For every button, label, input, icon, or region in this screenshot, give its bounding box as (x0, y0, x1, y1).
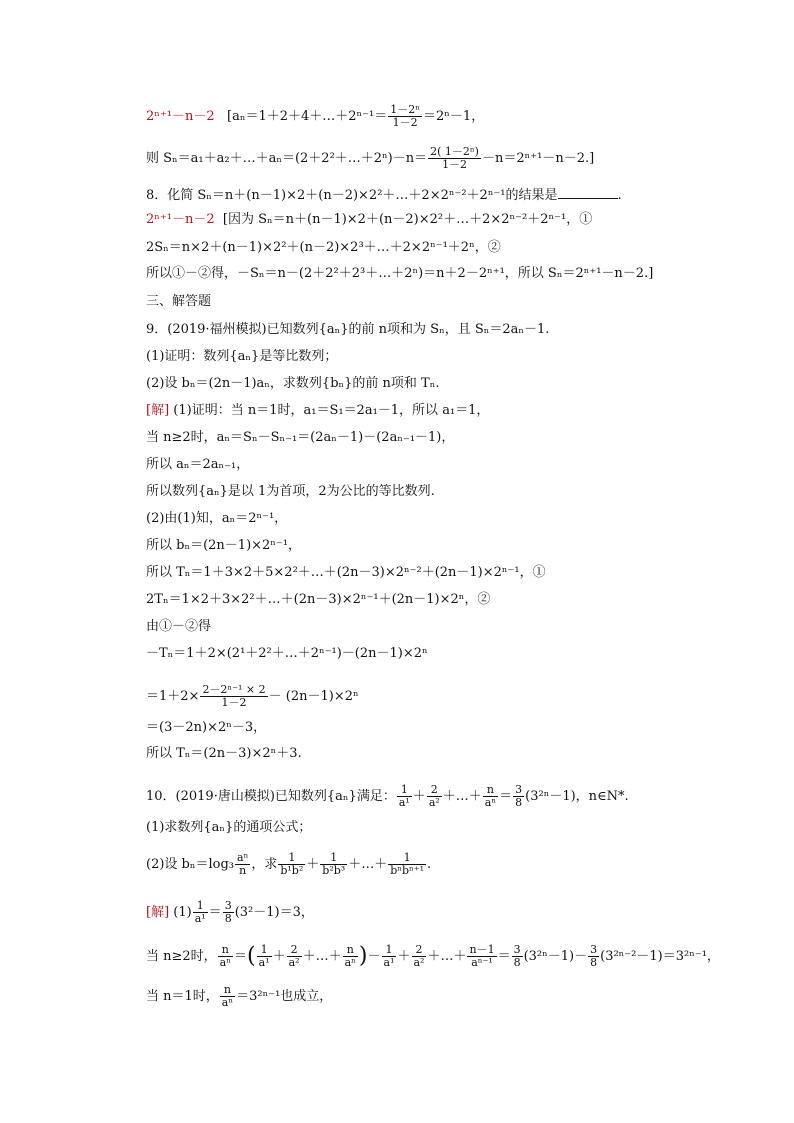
fraction (223, 900, 234, 925)
denominator: 8 (513, 956, 521, 969)
denominator: a¹ (194, 912, 206, 925)
text: 则 Sₙ＝a₁＋a₂＋…＋aₙ＝(2＋2²＋…＋2ⁿ)－n＝ (146, 151, 428, 166)
numerator: 3 (224, 899, 232, 912)
question-8 (146, 186, 622, 204)
denominator: 1－2 (392, 116, 418, 129)
denominator: 1－2 (442, 158, 468, 171)
numerator: 1 (320, 852, 347, 865)
text: (2)设 bₙ＝log₃ (146, 857, 235, 872)
text: － (2n－1)×2ⁿ (268, 689, 359, 704)
text: ＝2ⁿ－1， (423, 109, 485, 124)
numerator: 3 (590, 943, 598, 956)
text: (3²ⁿ－1)，n∈N*. (525, 789, 629, 804)
denominator: b¹b² (280, 864, 304, 877)
q9-solution-13: 所以 Tₙ＝(2n－3)×2ⁿ＋3. (146, 746, 302, 761)
fraction (388, 104, 422, 129)
denominator: a¹ (383, 956, 395, 969)
numerator: n (220, 984, 235, 997)
numerator: 1 (193, 900, 208, 913)
denominator: aⁿ (344, 956, 356, 969)
denominator: aⁿ (221, 996, 234, 1009)
denominator: bⁿbⁿ⁺¹ (390, 864, 425, 877)
numerator: 2 (287, 944, 302, 957)
q9-solution-11 (146, 684, 359, 709)
text: － (367, 949, 381, 964)
q9-solution-5: (2)由(1)知，aₙ＝2ⁿ⁻¹， (146, 511, 288, 526)
fraction (388, 852, 426, 877)
q9-solution-6: 所以 bₙ＝(2n－1)×2ⁿ⁻¹， (146, 538, 301, 553)
numerator: 1 (278, 852, 305, 865)
fraction (235, 852, 250, 877)
fraction (257, 944, 272, 969)
denominator: n (239, 864, 247, 877)
numerator: 2 (427, 784, 442, 797)
fraction (220, 984, 235, 1009)
numerator: 1 (382, 944, 397, 957)
q10-solution-3 (146, 984, 332, 1009)
text: ＋…＋ (348, 857, 388, 872)
denominator: a² (288, 956, 300, 969)
fraction (320, 852, 347, 877)
right-paren: ) (358, 943, 368, 969)
numerator: 1 (397, 784, 412, 797)
answer: 2ⁿ⁺¹－n－2 (146, 109, 215, 124)
q9-solution-8: 2Tₙ＝1×2＋3×2²＋…＋(2n－3)×2ⁿ⁻¹＋(2n－1)×2ⁿ，② (146, 592, 491, 607)
numerator: n (483, 784, 498, 797)
text: (1) (169, 905, 192, 920)
question-10-part-2: (2)设 bₙ＝log₃ $\frac{\text{aⁿ}}{n}$ ，求 $\frac{1}{\text{b¹b²}}$ ＋ $\frac{1}{\text{b²b³}}$ ＋…＋ $\frac{1}{\text{bⁿbⁿ⁺¹}}$ . (146, 851, 432, 877)
sum-line-1 (146, 104, 484, 129)
text: ＋…＋ (427, 949, 467, 964)
question-9-part-2: (2)设 bₙ＝(2n－1)aₙ，求数列{bₙ}的前 n项和 Tₙ. (146, 376, 440, 391)
text: (3²－1)＝3， (234, 905, 314, 920)
fraction (200, 684, 267, 709)
numerator: 1－2ⁿ (390, 103, 421, 116)
question-10: 10．(2019·唐山模拟)已知数列{aₙ}满足： $\frac{1}{\text{a¹}}$ ＋ $\frac{2}{\text{a²}}$ ＋…＋ $\frac{n}{\text{aⁿ}}$ ＝ $\frac{3}{8}$ (3²ⁿ－1)，n∈N*. (146, 783, 629, 809)
numerator: 1 (257, 944, 272, 957)
fraction (193, 900, 208, 925)
fraction (343, 944, 358, 969)
q8-solution-1 (146, 212, 592, 228)
q10-solution-1 (146, 900, 314, 925)
left-paren: ( (247, 943, 256, 969)
fraction (287, 944, 302, 969)
text: (3²ⁿ⁻²－1)＝3²ⁿ⁻¹， (600, 949, 720, 964)
solution-tag: [解] (146, 403, 170, 418)
fraction (428, 146, 481, 171)
sum-line-2 (146, 146, 594, 171)
q9-solution-12: ＝(3－2n)×2ⁿ－3， (146, 720, 267, 735)
fraction (412, 944, 427, 969)
numerator: 3 (513, 943, 521, 956)
numerator: 1 (388, 852, 426, 865)
text: [因为 Sₙ＝n＋(n－1)×2＋(n－2)×2²＋…＋2×2ⁿ⁻²＋2ⁿ⁻¹，① (222, 212, 593, 227)
denominator: 8 (224, 912, 232, 925)
text: ＋…＋ (442, 789, 482, 804)
text: ＝3²ⁿ⁻¹也成立， (236, 989, 333, 1004)
numerator: n－1 (469, 943, 495, 956)
question-9: 9．(2019·福州模拟)已知数列{aₙ}的前 n项和为 Sₙ，且 Sₙ＝2aₙ－1. (146, 322, 550, 337)
denominator: 8 (590, 956, 598, 969)
q9-solution-2: 当 n≥2时，aₙ＝Sₙ－Sₙ₋₁＝(2aₙ－1)－(2aₙ₋₁－1)， (146, 430, 455, 445)
text: 8．化简 Sₙ＝n＋(n－1)×2＋(n－2)×2²＋…＋2×2ⁿ⁻²＋2ⁿ⁻¹的结果是 (146, 188, 558, 203)
numerator: n (343, 944, 358, 957)
text: 10．(2019·唐山模拟)已知数列{aₙ}满足： (146, 789, 396, 804)
denominator: a¹ (258, 956, 270, 969)
text: . (617, 188, 622, 203)
numerator: 2 (412, 944, 427, 957)
numerator: 2( 1－2ⁿ) (430, 145, 479, 158)
q9-solution-4: 所以数列{aₙ}是以 1为首项，2为公比的等比数列. (146, 484, 435, 499)
fraction (483, 784, 498, 809)
text: (1)证明：当 n＝1时，a₁＝S₁＝2a₁－1，所以 a₁＝1， (169, 403, 490, 418)
denominator: a¹ (398, 796, 410, 809)
fraction (397, 784, 412, 809)
text: ＝ (499, 789, 513, 804)
q9-solution-10: －Tₙ＝1＋2×(2¹＋2²＋…＋2ⁿ⁻¹)－(2n－1)×2ⁿ (146, 646, 428, 661)
numerator: aⁿ (237, 851, 249, 864)
solution-tag: [解] (146, 905, 170, 920)
q8-solution-2: 2Sₙ＝n×2＋(n－1)×2²＋(n－2)×2³＋…＋2×2ⁿ⁻¹＋2ⁿ，② (146, 240, 501, 255)
denominator: a² (413, 956, 425, 969)
answer: 2ⁿ⁺¹－n－2 (146, 212, 215, 227)
q9-solution-7: 所以 Tₙ＝1＋3×2＋5×2²＋…＋(2n－3)×2ⁿ⁻²＋(2n－1)×2ⁿ⁻¹，① (146, 565, 546, 580)
denominator: b²b³ (322, 864, 346, 877)
fraction (278, 852, 305, 877)
q8-solution-3: 所以①－②得，－Sₙ＝n－(2＋2²＋2³＋…＋2ⁿ)＝n＋2－2ⁿ⁺¹，所以 Sₙ＝2ⁿ⁺¹－n－2.] (146, 266, 654, 281)
text: (3²ⁿ－1)－ (523, 949, 588, 964)
q9-solution-9: 由①－②得 (146, 619, 212, 634)
section-heading: 三、解答题 (146, 294, 212, 309)
numerator: 2－2ⁿ⁻¹ × 2 (202, 683, 266, 696)
denominator: a² (428, 796, 440, 809)
denominator: aⁿ⁻¹ (471, 956, 493, 969)
text: [aₙ＝1＋2＋4＋…＋2ⁿ⁻¹＝ (227, 109, 388, 124)
fraction (427, 784, 442, 809)
q9-solution-1 (146, 403, 489, 419)
fraction (513, 784, 524, 809)
text: . (427, 857, 432, 872)
q10-solution-2: 当 n≥2时， $\frac{n}{\text{aⁿ}}$ ＝( $\frac{1}{\text{a¹}}$ ＋ $\frac{2}{\text{a²}}$ ＋…＋ $\frac{n}{\text{aⁿ}}$ )－ $\frac{1}{\text{a¹}}$ ＋ $\frac{2}{\text{a²}}$ ＋…＋ $\frac{n-1}{\text{aⁿ⁻¹}}$ ＝ $\frac{3}{8}$ (3²ⁿ－1)－ $\frac{3}{8}$ (3²ⁿ⁻²－1)＝3²ⁿ⁻¹， (146, 943, 720, 969)
question-10-part-1: (1)求数列{aₙ}的通项公式； (146, 820, 312, 835)
text: ＝ (208, 905, 222, 920)
denominator: aⁿ (484, 796, 497, 809)
question-9-part-1: (1)证明：数列{aₙ}是等比数列； (146, 349, 338, 364)
text: 当 n≥2时， (146, 949, 217, 964)
text: ，求 (251, 857, 278, 872)
fraction (382, 944, 397, 969)
numerator: 3 (515, 783, 523, 796)
numerator: n (218, 944, 233, 957)
q9-solution-3: 所以 aₙ＝2aₙ₋₁， (146, 457, 250, 472)
fraction (218, 944, 233, 969)
denominator: 8 (515, 796, 523, 809)
text: 当 n＝1时， (146, 989, 219, 1004)
fraction (588, 944, 599, 969)
answer-blank (558, 186, 618, 199)
text: －n＝2ⁿ⁺¹－n－2.] (481, 151, 595, 166)
text: ＝ (234, 949, 248, 964)
fraction (512, 944, 523, 969)
text: ＋…＋ (302, 949, 342, 964)
denominator: 1－2 (221, 696, 247, 709)
denominator: aⁿ (219, 956, 231, 969)
text: ＝1＋2× (146, 689, 200, 704)
fraction (467, 944, 496, 969)
text: ＝ (497, 949, 511, 964)
